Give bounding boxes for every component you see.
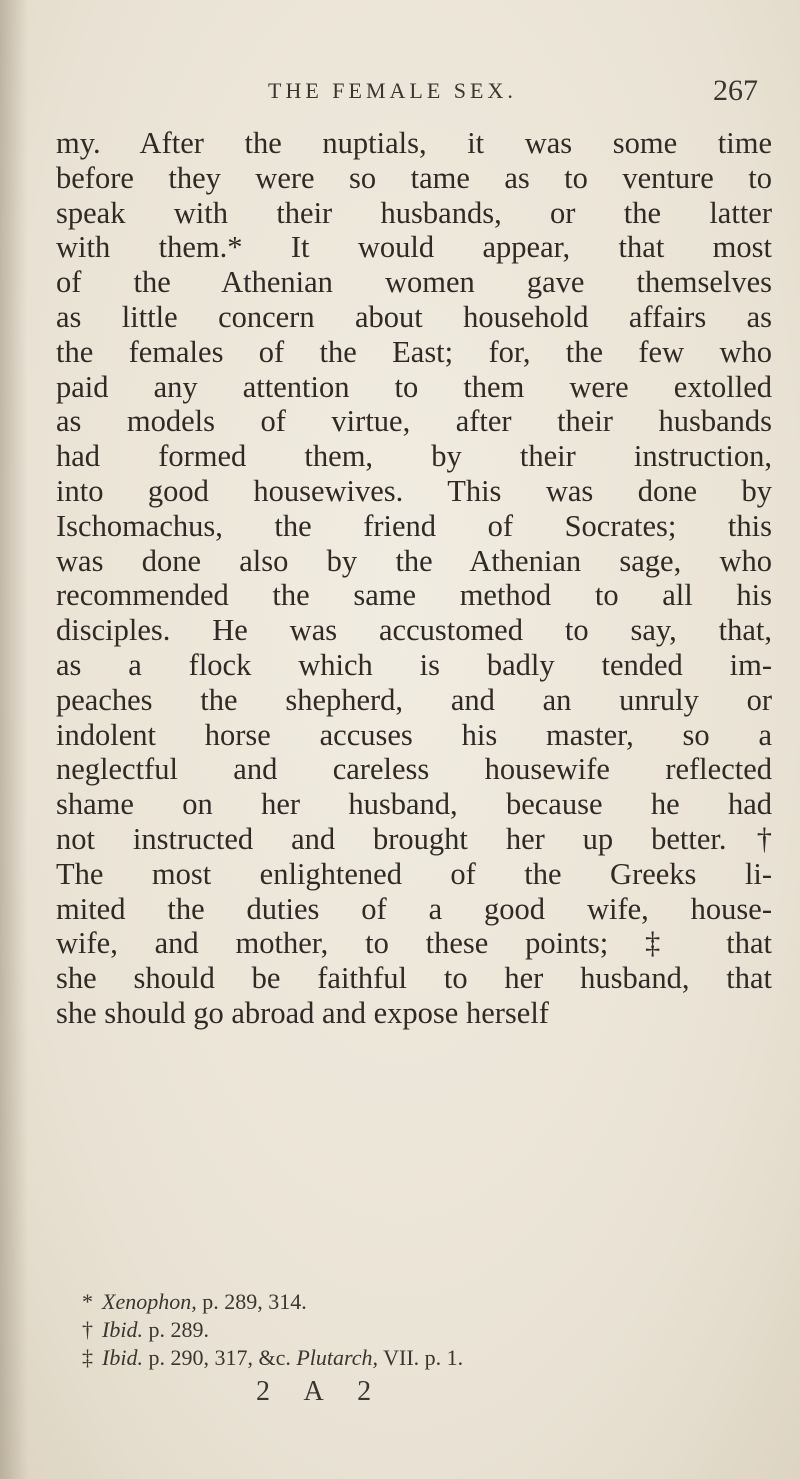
body-line: had formed them, by their instruction, [56,439,772,474]
footnote [82,1288,742,1316]
footnote-ref: VII. p. 1. [378,1345,464,1370]
running-title: THE FEMALE SEX. [268,78,517,103]
footnote-mark: * [82,1289,93,1314]
footnote-ref: p. 289. [142,1317,209,1342]
body-line: was done also by the Athenian sage, who [56,543,772,578]
body-line: shame on her husband, because he had [56,787,772,822]
body-line: disciples. He was accustomed to say, that, [56,613,772,648]
body-line: recommended the same method to all his [56,578,772,613]
spine-shadow [0,0,28,1479]
signature-mark: 2 A 2 [256,1376,386,1407]
footnote-mark: ‡ [82,1345,93,1370]
body-line: the females of the East; for, the few who [56,334,772,369]
footnote-ref: p. 289, 314. [196,1289,307,1314]
body-line: my. After the nuptials, it was some time [56,126,772,160]
footnote-source: Ibid. [102,1345,143,1370]
body-line: she should go abroad and expose herself [56,995,549,1030]
page-number: 267 [713,74,758,107]
body-line: indolent horse accuses his master, so a [56,717,772,752]
footnote [82,1316,742,1344]
footnote-source: Ibid. [102,1317,143,1342]
body-line: Ischomachus, the friend of Socrates; this [56,508,772,543]
body-line: as a flock which is badly tended im- [56,647,772,682]
body-line: speak with their husbands, or the latter [56,195,772,230]
body-line: she should be faithful to her husband, that [56,961,772,996]
body-line: with them.* It would appear, that most [56,230,772,265]
footnote-ref: p. 290, 317, &c. [142,1345,297,1370]
body-line: neglectful and careless housewife reflected [56,752,772,787]
footnote-source: Xenophon, [102,1289,197,1314]
footnote-source: Plutarch, [296,1345,379,1370]
footnotes [82,1288,742,1372]
body-line: peaches the shepherd, and an unruly or [56,682,772,717]
body-line: paid any attention to them were extolled [56,369,772,404]
body-line: of the Athenian women gave themselves [56,265,772,300]
body-line: into good housewives. This was done by [56,473,772,508]
running-head [100,74,760,114]
body-line: not instructed and brought her up better.† [56,821,772,856]
footnote-mark: † [82,1317,93,1342]
footnote [82,1344,742,1372]
body-line: as little concern about household affairs as [56,299,772,334]
body-line: The most enlightened of the Greeks li- [56,856,772,891]
body-line: as models of virtue, after their husbands [56,404,772,439]
body-line: mited the duties of a good wife, house- [56,891,772,926]
body-line: before they were so tame as to venture to [56,160,772,195]
body-text [56,126,772,1031]
body-line: wife, and mother, to these points; ‡ that [56,926,772,961]
